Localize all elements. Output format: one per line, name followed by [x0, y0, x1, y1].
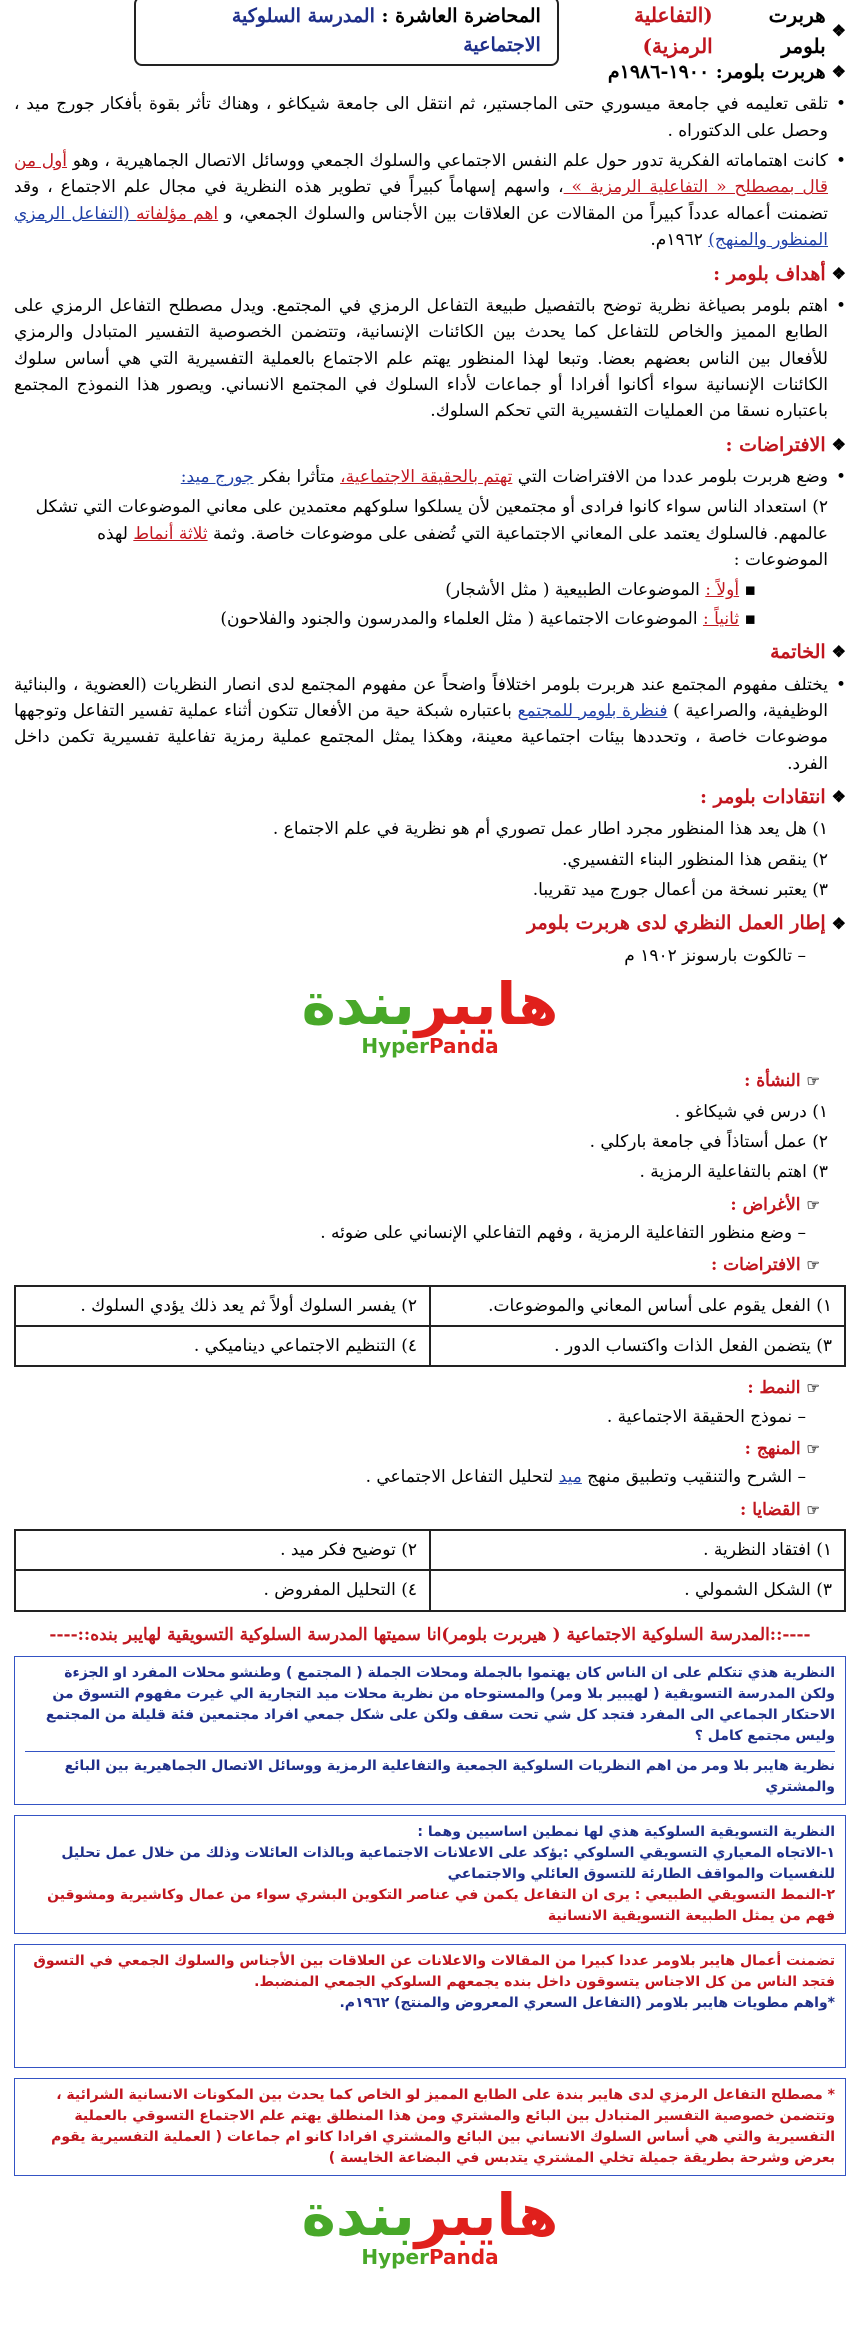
pointing-hand-icon: ☞ [806, 1072, 820, 1091]
issues-table [14, 1529, 846, 1612]
logo-en-b: Panda [428, 2245, 499, 2270]
logo-arabic [301, 970, 559, 1039]
assumptions-p2-c: لهذه الموضوعات : [97, 523, 828, 571]
pointing-hand-icon: ☞ [806, 1195, 820, 1214]
logo-english [361, 2242, 498, 2273]
critique-item: ١) هل يعد هذا المنظور مجرد اطار عمل تصوري أم هو نظرية في علم الاجتماع . [272, 819, 828, 840]
table-cell: ٢) توضيح فكر ميد . [15, 1530, 430, 1570]
issues-label: القضايا : [740, 1499, 801, 1520]
conclusion-heading-text: الخاتمة [770, 641, 826, 664]
origin-item: ١) درس في شيكاغو . [674, 1101, 828, 1122]
table-row [15, 1326, 845, 1366]
pattern-item: – نموذج الحقيقة الاجتماعية . [606, 1406, 806, 1427]
pattern-item-text: نموذج الحقيقة الاجتماعية . [606, 1406, 793, 1427]
bio-p2-works-label: اهم مؤلفاته [136, 203, 219, 224]
bio-heading-text: هربرت بلومر: ١٩٠٠-١٩٨٦م [607, 61, 826, 83]
framework-person: – تالكوت بارسونز ١٩٠٢ م [624, 945, 806, 966]
pointing-hand-icon: ☞ [806, 1440, 820, 1458]
logo-ar-green: بندة [301, 2181, 415, 2250]
critique-item: ٣) يعتبر نسخة من أعمال جورج ميد تقريبا. [532, 880, 828, 901]
pointing-hand-icon: ☞ [806, 1379, 820, 1398]
bio-p2-term: أول من قال بمصطلح « التفاعلية الرمزية » [14, 151, 828, 198]
purposes-item: – وضع منظور التفاعلية الرمزية ، وفهم التفاعلي الإنساني على ضوئه . [320, 1222, 806, 1243]
parody-banner: ----::المدرسة السلوكية الاجتماعية ( هيربرت بلومر)انا سميتها المدرسة السلوكية التسويقية لهايبر بنده::---- [49, 1624, 811, 1645]
diamond-bullet-icon: ❖ [831, 787, 846, 807]
goals-heading [14, 260, 846, 289]
table-row [15, 1570, 845, 1610]
parody-box-1 [14, 1656, 846, 1805]
parody-box-2 [14, 1815, 846, 1934]
table-cell: ٤) التحليل المفروض . [15, 1570, 430, 1610]
parody-box-1-text: النظرية هذي تتكلم على ان الناس كان يهتموا بالجملة ومحلات الجملة ( المجتمع ) وطنشو محلات المفرد او الجزءة ولكن المدرسة التسويقية ( لهيبير بلا ومر) والمستوحاه من نظرية محلات ميد التجارية الي غيرت مفهوم التسوق من الاحتكار الجماعي الى المفرد فتجد كل شي تحت سقف ولكن على شكل جمعي افراد مجتمعين فئة قليلة من المجتمع وليس مجتمع كامل ؟ [45, 1665, 835, 1745]
bio-p2-book: (التفاعل الرمزي المنظور والمنهج) [14, 203, 828, 251]
logo-ar-red: هايبر [414, 2181, 559, 2250]
parody-box-4 [14, 2078, 846, 2176]
pattern-label: النمط : [747, 1378, 801, 1399]
method-item-b: ميد [558, 1467, 582, 1488]
logo-en-a: Hyper [361, 1034, 429, 1059]
conclusion-p1-b: فنظرة بلومر للمجتمع [517, 700, 668, 721]
purposes-item-text: وضع منظور التفاعلية الرمزية ، وفهم التفاعلي الإنساني على ضوئه . [320, 1222, 793, 1243]
issues-heading [14, 1497, 846, 1523]
title-paren: (التفاعلية الرمزية) [634, 3, 713, 58]
table-cell: ٣) يتضمن الفعل الذات واكتساب الدور . [430, 1326, 845, 1366]
parody-box-2-line2: ١-الاتجاه المعياري التسويقي السلوكي :يؤكد على الاعلانات الاجتماعية وبالذات العائلات وذلك من خلال عمل تحليل للنفسيات والمواقف الطارئة للتسوق العائلي والاجتماعي [61, 1845, 835, 1883]
assumptions-table [14, 1285, 846, 1368]
conclusion-p1-a: يختلف مفهوم المجتمع عند هربرت بلومر اختلافاً واضحاً عن مفهوم المجتمع لدى انصار النظريات (العضوية ، والبنائية الوظيفية، والصراعية ) [14, 674, 828, 721]
pointing-hand-icon: ☞ [806, 1500, 820, 1519]
origin-label: النشأة : [744, 1071, 801, 1092]
parody-box-3 [14, 1944, 846, 2068]
logo-ar-red: هايبر [414, 970, 559, 1039]
conclusion-p1-c: باعتباره شبكة حية من الأفعال تتكون أثناء عملية تفسير التفاعل وتوجهها موضوعات خاصة ، وتحددها بيئات اجتماعية معينة، وهكذا يمثل المجتمع عملية رمزية تفاعلية تفسيرية تكمن داخل الفرد. [14, 700, 828, 774]
logo-arabic [301, 2181, 559, 2250]
pointing-hand-icon: ☞ [806, 1256, 820, 1275]
parody-box-2-line3: ٢-النمط التسويقي الطبيعي : يرى ان التفاعل يكمن في عناصر التكوين البشري سواء من عمال وكاشيرية ومشوقين فهم من يمثل الطبيعة التسويقية الانسانية [47, 1887, 835, 1925]
hyperpanda-logo [14, 970, 846, 1062]
parody-box-3-line1: تضمنت أعمال هايبر بلاومر عددا كبيرا من المقالات والاعلانات عن العلاقات بين الأجناس والسلوك الجمعي في التسوق فتجد الناس من كل الاجناس يتسوقون داخل بنده يجمعهم السلوكي الجمعي المنضبط. [33, 1953, 835, 1991]
purposes-label: الأغراض : [730, 1194, 801, 1215]
method-item-c: لتحليل التفاعل الاجتماعي . [365, 1467, 559, 1488]
pattern-heading [14, 1375, 846, 1401]
diamond-bullet-icon: ❖ [831, 913, 846, 933]
framework-person-text: تالكوت بارسونز ١٩٠٢ م [624, 945, 793, 966]
origin-heading [14, 1068, 846, 1094]
lecture-number: المحاضرة العاشرة : [381, 4, 541, 27]
critiques-heading [14, 783, 846, 812]
method-label: المنهج : [744, 1439, 801, 1459]
assumptions-p2-a: ٢) استعداد الناس سواء كانوا فرادى أو مجتمعين لأن يسلكوا سلوكهم معتمدين على معاني الموضوعات التي تشكل عالمهم. فالسلوك يعتمد على المعاني الاجتماعية التي تُضفى على موضوعات خاصة. وثمة [35, 497, 828, 544]
table-cell: ١) الفعل يقوم على أساس المعاني والموضوعات. [430, 1286, 845, 1326]
method-heading [14, 1436, 846, 1462]
bio-paragraph-1: • تلقى تعليمه في جامعة ميسوري حتى الماجستير، ثم انتقل الى جامعة شيكاغو ، وهناك تأثر بقوة بأفكار جورج ميد ، وحصل على الدكتوراه . [14, 91, 846, 144]
assumptions-p1-d: جورج ميد: [180, 467, 254, 488]
item1-text: الموضوعات الطبيعية ( مثل الأشجار) [445, 580, 706, 601]
diamond-bullet-icon: ❖ [831, 20, 846, 40]
page-title [559, 0, 846, 62]
critique-item: ٢) ينقص هذا المنظور البناء التفسيري. [562, 849, 828, 870]
assumptions-p1-c: متأثرا بفكر [253, 467, 341, 488]
parody-box-2-line1: النظرية التسويقية السلوكية هذي لها نمطين اساسيين وهما : [417, 1824, 835, 1841]
lecture-box [134, 0, 559, 66]
goals-heading-text: أهداف بلومر : [713, 262, 826, 285]
method-item: – الشرح والتنقيب وتطبيق منهج ميد لتحليل التفاعل الاجتماعي . [365, 1467, 806, 1488]
assumptions-paragraph-1 [14, 464, 846, 490]
lecture-topic: المدرسة السلوكية الاجتماعية [231, 4, 541, 56]
assumptions-p1-b: تهتم بالحقيقة الاجتماعية، [340, 467, 513, 488]
fw-assumptions-label: الافتراضات : [710, 1255, 801, 1276]
header [14, 3, 846, 58]
table-cell: ٤) التنظيم الاجتماعي ديناميكي . [15, 1326, 430, 1366]
logo-english [361, 1031, 498, 1062]
framework-heading [14, 909, 846, 938]
assumptions-heading-text: الافتراضات : [725, 433, 826, 456]
bio-p2-a: كانت اهتماماته الفكرية تدور حول علم النفس الاجتماعي والسلوك الجمعي ووسائل الاتصال الجماهيرية ، وهو [67, 151, 828, 172]
diamond-bullet-icon: ❖ [831, 62, 846, 82]
diamond-bullet-icon: ❖ [831, 434, 846, 454]
parody-box-1-line2: نظرية هايبر بلا ومر من اهم النظريات السلوكية الجمعية والتفاعلية الرمزية ووسائل الاتصال الجماهيرية بين البائع والمشتري [25, 1751, 835, 1798]
framework-heading-text: إطار العمل النظري لدى هربرت بلومر [527, 912, 826, 935]
table-cell: ٣) الشكل الشمولي . [430, 1570, 845, 1610]
purposes-heading [14, 1192, 846, 1218]
title-main: هربرت بلومر [768, 3, 826, 58]
assumptions-paragraph-2 [14, 494, 846, 573]
bio-p2-year: ١٩٦٢م. [650, 230, 709, 251]
method-item-a: الشرح والتنقيب وتطبيق منهج [581, 1467, 793, 1488]
logo-en-b: Panda [428, 1034, 499, 1059]
bio-paragraph-2 [14, 148, 846, 253]
table-row [15, 1530, 845, 1570]
table-cell: ١) افتقاد النظرية . [430, 1530, 845, 1570]
table-row [15, 1286, 845, 1326]
parody-box-4-text: * مصطلح التفاعل الرمزي لدى هايبر بندة على الطابع المميز لو الخاص كما يحدث بين المكونات الانسانية الشرائية ، وتتضمن خصوصية التفسير المتبادل بين البائع والمشتري ومن هذا المنطلق يهتم علم الاجتماع التسوقي بالعملية التفسيرية والتي هي أساس السلوك الانساني بين البائع والمشتري افرادا كانو ام جماعات ( العملية التفسيرية يقوم بعرض وشرحة بطريقة جميلة تخلي المشتري يتدبس في البضاعة الخايسة ) [51, 2087, 835, 2167]
fw-assumptions-heading [14, 1252, 846, 1278]
origin-item: ٣) اهتم بالتفاعلية الرمزية . [639, 1162, 828, 1183]
hyperpanda-logo-bottom [14, 2181, 846, 2273]
bio-p2-c: ، واسهم إسهاماً كبيراً في تطوير هذه النظرية في مجال علم الاجتماع ، وقد تضمنت أعماله عدداً كبيراً من المقالات عن العلاقات بين الأجناس والسلوك الجمعي، و [14, 177, 828, 224]
diamond-bullet-icon: ❖ [831, 642, 846, 662]
item1-label: أولاً : [705, 580, 740, 601]
item2-label: ثانياً : [702, 608, 740, 629]
parody-box-3-line2: *واهم مطويات هايبر بلاومر (التفاعل السعري المعروض والمنتج) ١٩٦٢م. [339, 1995, 835, 2012]
assumptions-p2-b: ثلاثة أنماط [133, 523, 208, 544]
critiques-heading-text: انتقادات بلومر : [700, 785, 826, 808]
assumptions-item-1: ▪ أولاً : الموضوعات الطبيعية ( مثل الأشجار) [445, 580, 756, 601]
logo-en-a: Hyper [361, 2245, 429, 2270]
origin-item: ٢) عمل أستاذاً في جامعة باركلي . [589, 1131, 828, 1152]
item2-text: الموضوعات الاجتماعية ( مثل العلماء والمدرسون والجنود والفلاحون) [220, 608, 703, 629]
goals-paragraph: • اهتم بلومر بصياغة نظرية توضح بالتفصيل طبيعة التفاعل الرمزي في المجتمع. ويدل مصطلح التفاعل الرمزي على الطابع المميز والخاص للتفاعل كما يحدث بين الكائنات الإنسانية، وتتضمن الخصوصية التفسير المتبادل والرمزي للأفعال بين الناس بعضهم بعضا. وتبعا لهذا المنظور يهتم علم الاجتماع بالعملية التفسيرية التي هي أساس سلوك الكائنات الإنسانية سواء أكانوا أفرادا أو جماعات لأداء السلوك في المجتمع الانساني. ويصور هذا النموذج المجتمع باعتباره نسقا من العمليات التفسيرية التي تحكم السلوك. [14, 293, 846, 425]
diamond-bullet-icon: ❖ [831, 263, 846, 283]
conclusion-paragraph [14, 672, 846, 777]
table-cell: ٢) يفسر السلوك أولاً ثم يعد ذلك يؤدي السلوك . [15, 1286, 430, 1326]
conclusion-heading [14, 638, 846, 667]
assumptions-p1-a: وضع هربرت بلومر عددا من الافتراضات التي [512, 467, 828, 488]
assumptions-item-2: ▪ ثانياً : الموضوعات الاجتماعية ( مثل العلماء والمدرسون والجنود والفلاحون) [220, 608, 756, 629]
assumptions-heading [14, 431, 846, 460]
logo-ar-green: بندة [301, 970, 415, 1039]
